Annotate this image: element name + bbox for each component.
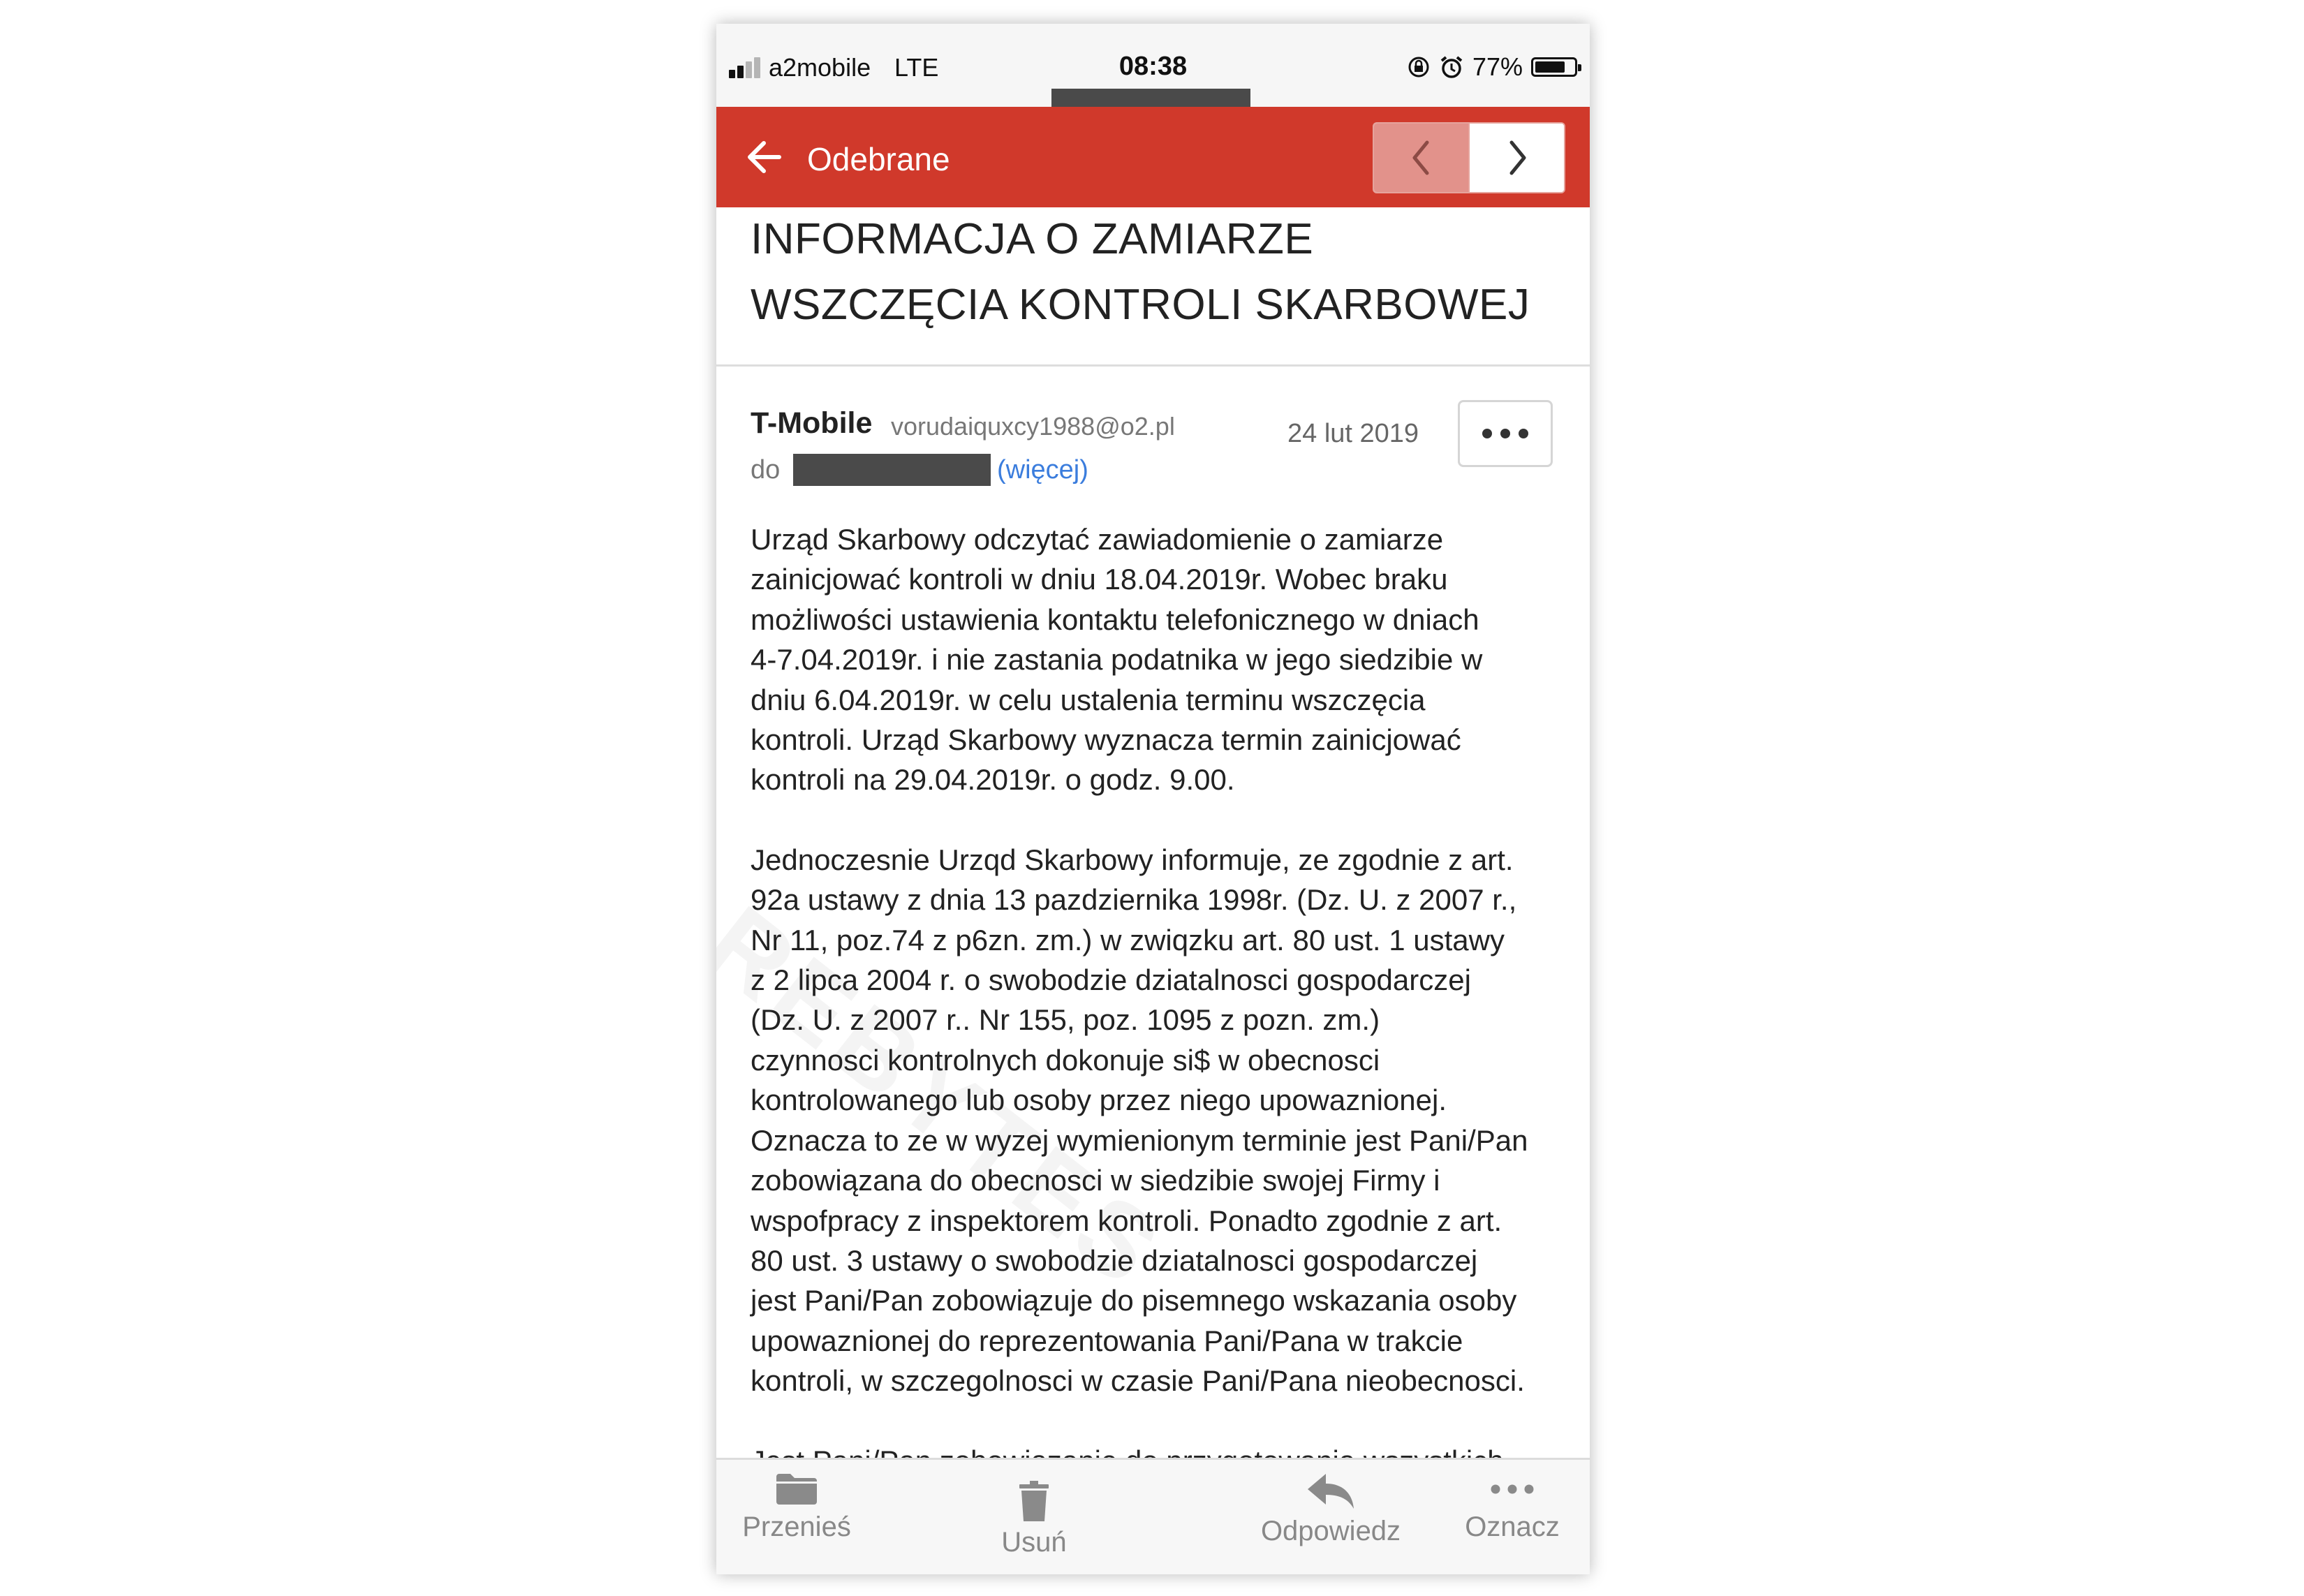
sender-name: T-Mobile (751, 406, 873, 440)
battery-fill (1535, 61, 1565, 73)
network-type: LTE (894, 53, 939, 82)
trash-icon (1018, 1481, 1050, 1521)
chevron-right-icon (1503, 138, 1531, 177)
bottom-toolbar (716, 1458, 1590, 1574)
divider (716, 364, 1590, 367)
mark-label: Oznacz (1465, 1512, 1560, 1542)
reply-button[interactable] (1229, 1472, 1432, 1563)
more-options-button[interactable] (1458, 400, 1553, 467)
status-right (1407, 52, 1577, 82)
reply-label: Odpowiedz (1260, 1516, 1401, 1546)
back-to-inbox-link[interactable]: Odebrane (807, 141, 950, 177)
move-label: Przenieś (742, 1512, 851, 1542)
delete-label: Usuń (1001, 1527, 1067, 1558)
next-message-button[interactable] (1468, 124, 1564, 192)
recipient-label: do (751, 455, 781, 485)
previous-message-button[interactable] (1374, 124, 1468, 192)
sender-email: vorudaiquxcy1988@o2.pl (891, 412, 1175, 441)
rotation-lock-icon (1407, 55, 1431, 79)
folder-icon (775, 1472, 818, 1506)
mark-button[interactable] (1453, 1472, 1572, 1563)
body-paragraph: Urząd Skarbowy odczytać zawiadomienie o zamiarze zainicjować kontroli w dniu 18.04.2019r. Wobec braku możliwości ustawienia kontaktu telefonicznego w dniach 4-7.04.2019r. i nie zastania podatnika w jego siedzibie w dniu 6.04.2019r. w celu ustalenia terminu wszczęcia kontroli. Urząd Skarbowy wyznacza termin zainicjować kontroli na 29.04.2019r. o godz. 9.00. (751, 523, 1483, 797)
recipient-redaction (793, 454, 991, 486)
status-time: 08:38 (1118, 52, 1188, 81)
delete-button[interactable] (975, 1481, 1093, 1572)
phone-screen (716, 24, 1590, 1574)
battery-icon (1531, 57, 1577, 77)
ellipsis-icon (1477, 427, 1533, 441)
alarm-icon (1439, 54, 1464, 80)
more-recipients-link[interactable]: (więcej) (997, 455, 1088, 485)
email-date: 24 lut 2019 (1287, 419, 1419, 448)
body-paragraph: Jednoczesnie Urzqd Skarbowy informuje, ze zgodnie z art. 92a ustawy z dnia 13 pazdziernika 1998r. (Dz. U. z 2007 r., Nr 11, poz.74 z p6zn. zm.) w zwiqzku art. 80 ust. 1 ustawy z 2 lipca 2004 r. o swobodzie dziatalnosci gospodarczej (Dz. U. z 2007 r.. Nr 155, poz. 1095 z pozn. zm.) czynnosci kontrolnych dokonuje si$ w obecnosci kontrolowanego lub osoby przez niego upowaznionej. Oznacza to ze w wyzej wymienionym terminie jest Pani/Pan zobowiązana do obecnosci w siedzibie swojej Firmy i wspofpracy z inspektorem kontroli. Ponadto zgodnie z art. 80 ust. 3 ustawy o swobodzie dziatalnosci gospodarczej jest Pani/Pan zobowiązuje do pisemnego wskazania osoby upowaznionej do reprezentowania Pani/Pana w trakcie kontroli, w szczegolnosci w czasie Pani/Pana nieobecnosci. (751, 843, 1528, 1398)
chevron-left-icon (1408, 138, 1435, 177)
email-subject: INFORMACJA O ZAMIARZE WSZCZĘCIA KONTROLI SKARBOWEJ (751, 215, 1530, 329)
more-icon (1488, 1472, 1537, 1506)
message-navigation (1373, 122, 1565, 193)
carrier-name: a2mobile (769, 53, 871, 82)
reply-icon (1306, 1472, 1355, 1510)
email-body (751, 519, 1564, 1521)
app-header (716, 107, 1590, 207)
move-button[interactable] (737, 1472, 856, 1563)
battery-percent: 77% (1472, 52, 1523, 81)
back-arrow-icon[interactable] (744, 138, 786, 177)
status-bar (716, 24, 1590, 107)
